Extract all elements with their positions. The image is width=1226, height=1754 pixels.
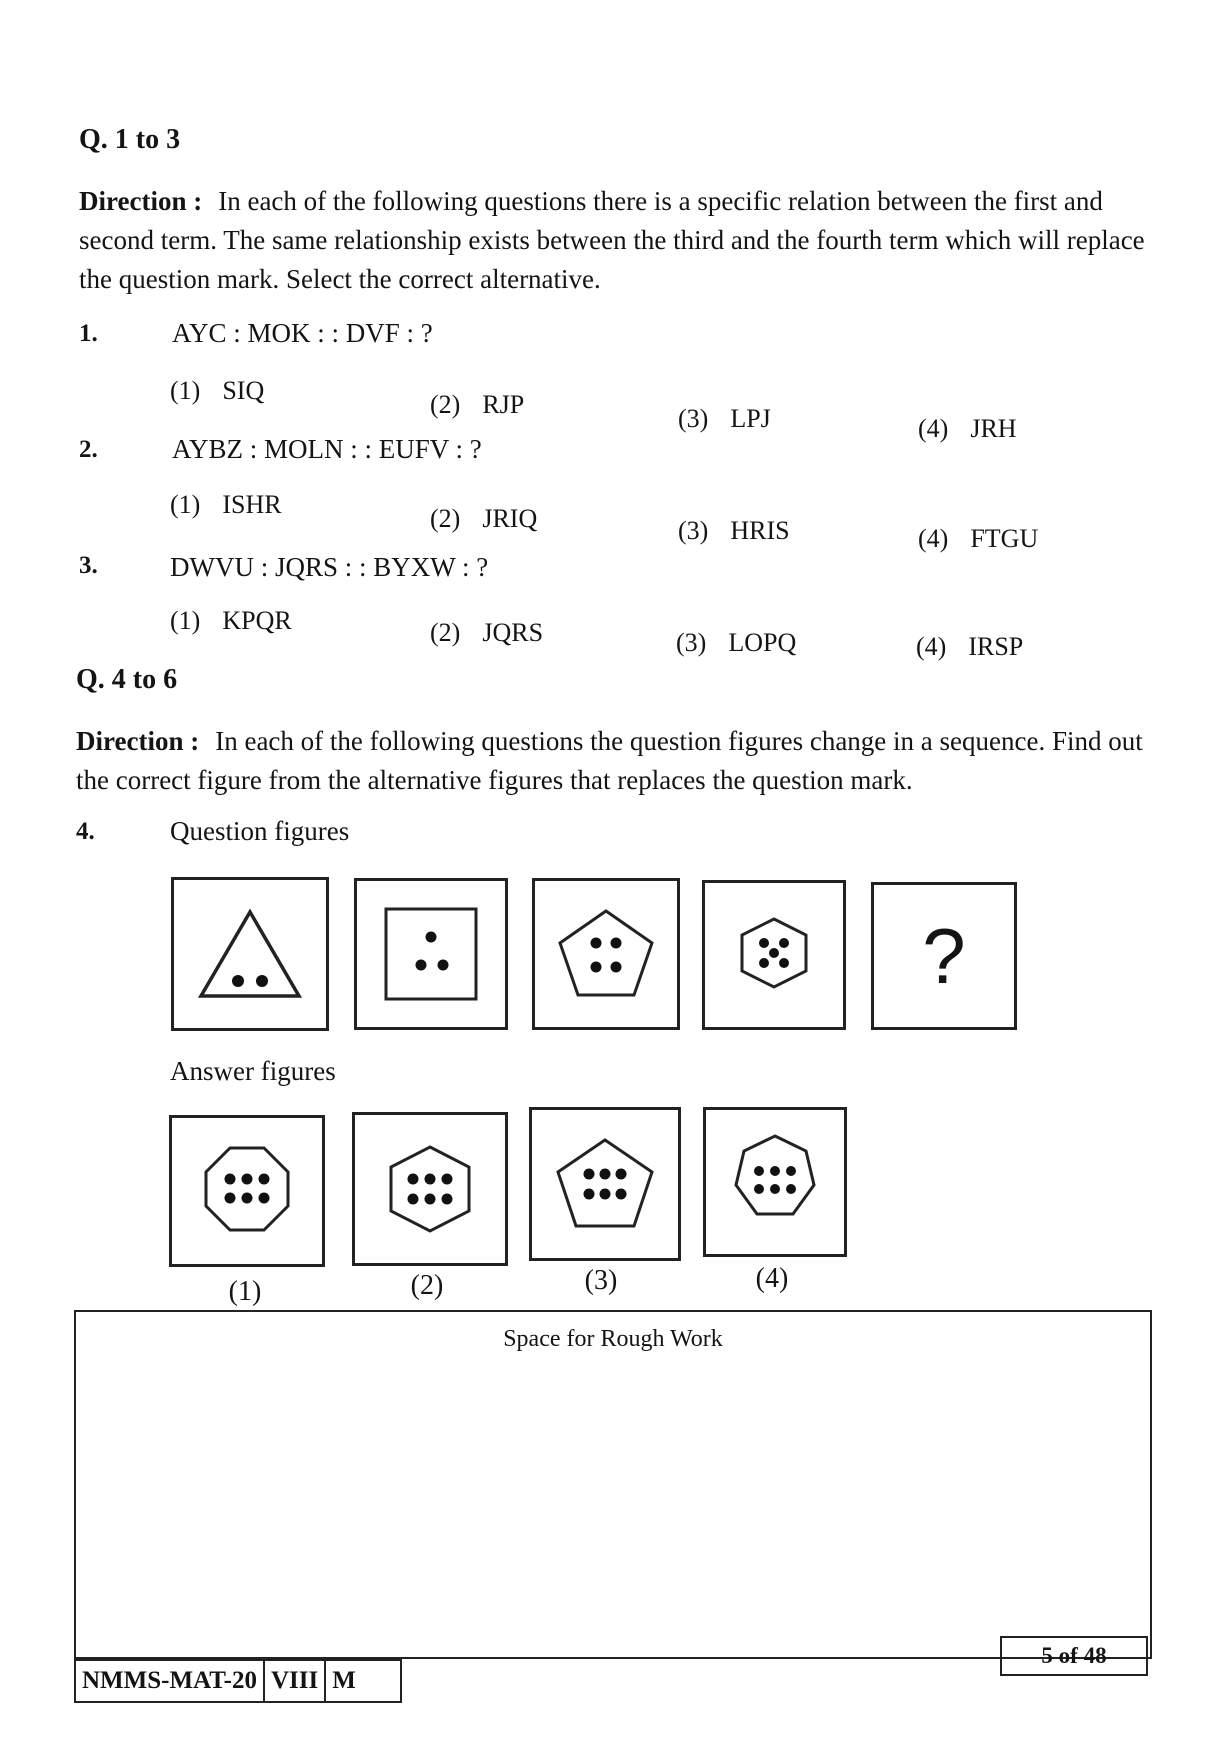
question-figures-label: Question figures bbox=[170, 816, 350, 846]
direction-text: In each of the following questions the question figures change in a sequence. Find out the correct figure from the alternative figures that replaces the question mark. bbox=[76, 726, 1143, 795]
option-value: ISHR bbox=[222, 490, 282, 519]
question-number: 3. bbox=[79, 552, 98, 579]
hexagon-figure bbox=[705, 883, 843, 1027]
question-figure-2-square bbox=[354, 878, 508, 1030]
answer-label-3: (3) bbox=[584, 1265, 618, 1296]
option-number: (2) bbox=[430, 504, 461, 533]
question-number: 1. bbox=[79, 320, 98, 347]
answer-figure-4-heptagon[interactable] bbox=[703, 1107, 847, 1257]
question-figure-3-pentagon bbox=[532, 878, 680, 1030]
option-value: HRIS bbox=[730, 516, 790, 545]
pentagon-figure bbox=[535, 881, 677, 1027]
option-value: IRSP bbox=[968, 632, 1024, 661]
option-number: (3) bbox=[676, 628, 707, 657]
page-number: 5 of 48 bbox=[1000, 1636, 1148, 1676]
section-heading-q4-6: Q. 4 to 6 bbox=[76, 664, 178, 695]
option-number: (4) bbox=[916, 632, 947, 661]
option bbox=[676, 628, 796, 658]
option bbox=[430, 504, 537, 534]
answer-figure-1-octagon[interactable] bbox=[169, 1115, 325, 1267]
footer-medium: M bbox=[332, 1667, 356, 1694]
hexagon-figure bbox=[355, 1115, 505, 1263]
option-value: JRH bbox=[970, 414, 1017, 443]
square-figure bbox=[357, 881, 505, 1027]
section-heading-q1-3: Q. 1 to 3 bbox=[79, 124, 181, 155]
option bbox=[918, 524, 1038, 554]
question-figure-4-hexagon bbox=[702, 880, 846, 1030]
answer-figure-2-hexagon[interactable] bbox=[352, 1112, 508, 1266]
option-number: (3) bbox=[678, 404, 709, 433]
option bbox=[918, 414, 1017, 444]
option-value: SIQ bbox=[222, 376, 265, 405]
footer-code-box bbox=[74, 1659, 402, 1703]
triangle-figure bbox=[174, 880, 326, 1028]
option bbox=[170, 376, 264, 406]
answer-label-2: (2) bbox=[410, 1270, 444, 1301]
answer-label-1: (1) bbox=[228, 1276, 262, 1307]
answer-figure-3-pentagon[interactable] bbox=[529, 1107, 681, 1261]
footer-exam-code: NMMS-MAT-20 bbox=[76, 1661, 265, 1701]
option-number: (4) bbox=[918, 524, 949, 553]
option-number: (3) bbox=[678, 516, 709, 545]
question-figure-1-triangle bbox=[171, 877, 329, 1031]
question-text: AYBZ : MOLN : : EUFV : ? bbox=[172, 434, 482, 464]
footer-class: VIII bbox=[265, 1661, 326, 1701]
direction-paragraph-2 bbox=[76, 722, 1161, 800]
question-number: 4. bbox=[76, 818, 95, 845]
direction-paragraph-1 bbox=[79, 182, 1164, 299]
answer-label-4: (4) bbox=[755, 1263, 789, 1294]
rough-work-title: Space for Rough Work bbox=[503, 1326, 723, 1352]
option-value: FTGU bbox=[970, 524, 1039, 553]
option-value: JRIQ bbox=[482, 504, 538, 533]
octagon-figure bbox=[172, 1118, 322, 1264]
question-text: AYC : MOK : : DVF : ? bbox=[172, 318, 433, 348]
option-number: (2) bbox=[430, 390, 461, 419]
option-number: (2) bbox=[430, 618, 461, 647]
option bbox=[678, 404, 771, 434]
question-number: 2. bbox=[79, 436, 98, 463]
option bbox=[430, 618, 543, 648]
option-number: (4) bbox=[918, 414, 949, 443]
option-value: RJP bbox=[482, 390, 525, 419]
question-figure-5-unknown bbox=[871, 882, 1017, 1030]
question-text: DWVU : JQRS : : BYXW : ? bbox=[170, 552, 489, 582]
option-number: (1) bbox=[170, 490, 201, 519]
answer-figures-label: Answer figures bbox=[170, 1056, 336, 1086]
direction-text: In each of the following questions there is a specific relation between the first and second term. The same relationship exists between the third and the fourth term which will replace the question mark. Select the correct alternative. bbox=[79, 186, 1145, 294]
heptagon-figure bbox=[706, 1110, 844, 1254]
option bbox=[678, 516, 790, 546]
direction-label: Direction : bbox=[76, 726, 200, 756]
option-value: KPQR bbox=[222, 606, 292, 635]
option-value: LPJ bbox=[730, 404, 771, 433]
pentagon-figure bbox=[532, 1110, 678, 1258]
question-mark: ? bbox=[922, 911, 966, 1000]
option bbox=[170, 490, 282, 520]
direction-label: Direction : bbox=[79, 186, 203, 216]
option bbox=[170, 606, 292, 636]
rough-work-box bbox=[74, 1310, 1152, 1659]
option bbox=[916, 632, 1023, 662]
option-value: LOPQ bbox=[728, 628, 797, 657]
option-number: (1) bbox=[170, 606, 201, 635]
option-value: JQRS bbox=[482, 618, 544, 647]
option-number: (1) bbox=[170, 376, 201, 405]
option bbox=[430, 390, 524, 420]
